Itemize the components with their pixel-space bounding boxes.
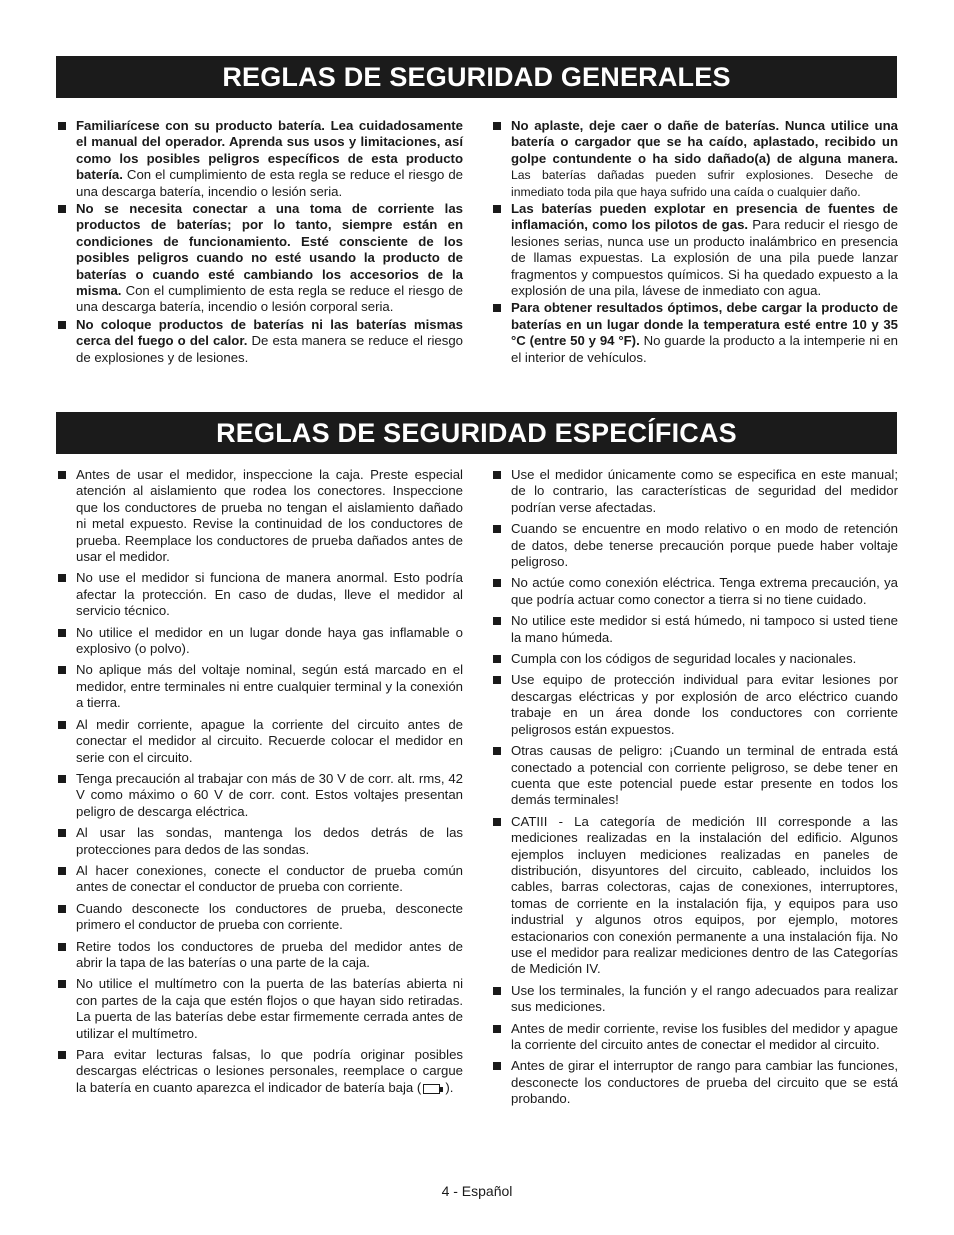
- rule-text: Para evitar lecturas falsas, lo que podría originar posibles descargas eléctricas o lesiones personales, reemplace o cargue la batería en cuanto aparezca el indicador de batería baja (: [76, 1047, 463, 1095]
- list-item: [56, 317, 463, 366]
- list-item: Al medir corriente, apague la corriente del circuito antes de conectar el medidor al circuito. Recuerde colocar el medidor en serie con el circuito.: [56, 717, 463, 766]
- rule-bold-text: Familiarícese con su producto batería. Lea cuidadosamente el manual del operador. Aprenda sus usos y limitaciones, así como los posibles peligros específicos de esta producto batería.: [76, 118, 463, 183]
- list-item: [491, 118, 898, 200]
- list-item: Antes de girar el interruptor de rango para cambiar las funciones, desconecte los conductores de prueba del circuito que se está probando.: [491, 1058, 898, 1107]
- list-item: CATIII - La categoría de medición III corresponde a las mediciones realizadas en la instalación del edificio. Algunos ejemplos incluyen mediciones realizadas en paneles de distribución, disyuntores del circuito, cableado, incluidos los cables, barras colectoras, cajas de conexiones, interruptores, tomas de corriente en la instalación fija, y equipos para uso industrial y algunos otros equipos, por ejemplo, motores estacionarios con conexión permanente a una instalación fija. No use el medidor para realizar mediciones dentro de las Categorías de Medición IV.: [491, 814, 898, 978]
- list-item: [56, 118, 463, 200]
- general-rules-banner: REGLAS DE SEGURIDAD GENERALES: [56, 56, 897, 98]
- specific-rules-right-column: [491, 467, 898, 1113]
- list-item: No utilice el medidor en un lugar donde haya gas inflamable o explosivo (o polvo).: [56, 625, 463, 658]
- list-item: [56, 1047, 463, 1096]
- list-item: No use el medidor si funciona de manera anormal. Esto podría afectar la protección. En caso de dudas, lleve el medidor al servicio técnico.: [56, 570, 463, 619]
- low-battery-icon: [423, 1084, 443, 1094]
- list-item: Antes de medir corriente, revise los fusibles del medidor y apague la corriente del circuito antes de conectar el medidor al circuito.: [491, 1021, 898, 1054]
- rule-bold-text: No se necesita conectar a una toma de corriente las productos de baterías; por lo tanto, siempre están en condiciones de funcionamiento. Esté consciente de los posibles peligros cuando no esté usando la producto de baterías o cuando esté cambiando los accesorios de la misma.: [76, 201, 463, 299]
- list-item: Otras causas de peligro: ¡Cuando un terminal de entrada está conectado a potencial con corriente peligroso, se debe tener en cuenta que este potencial puede estar presente en todos los demás terminales!: [491, 743, 898, 809]
- specific-rules-banner: REGLAS DE SEGURIDAD ESPECÍFICAS: [56, 412, 897, 454]
- rule-text: Para reducir el riesgo de lesiones serias, nunca use un producto inalámbrico en presencia de llamas expuestas. La explosión de una pila puede lanzar fragmentos y compuestos químicos. Si ha quedado expuesto a la explosión de una pila, lávese de inmediato con agua.: [511, 217, 898, 299]
- list-item: No utilice el multímetro con la puerta de las baterías abierta ni con partes de la caja que estén flojos o que hayan sido retiradas. La puerta de las baterías debe estar firmemente cerrada antes de utilizar el multímetro.: [56, 976, 463, 1042]
- rule-text-end: ).: [445, 1079, 454, 1095]
- rule-text: Con el cumplimiento de esta regla se reduce el riesgo de una descarga batería, incendio o lesión corporal seria.: [76, 283, 463, 315]
- list-item: No aplique más del voltaje nominal, según está marcado en el medidor, entre terminales ni entre cualquier terminal y la conexión a tierra.: [56, 662, 463, 711]
- list-item: Cuando desconecte los conductores de prueba, desconecte primero el conductor de prueba con corriente.: [56, 901, 463, 934]
- list-item: Retire todos los conductores de prueba del medidor antes de abrir la tapa de las baterías o una parte de la caja.: [56, 939, 463, 972]
- list-item: Use los terminales, la función y el rango adecuados para realizar sus mediciones.: [491, 983, 898, 1016]
- general-rules-left-column: [56, 118, 463, 367]
- rule-text: Con el cumplimiento de esta regla se reduce el riesgo de una descarga batería, incendio o lesión seria.: [76, 167, 463, 199]
- list-item: Al hacer conexiones, conecte el conductor de prueba común antes de conectar el conductor de prueba con corriente.: [56, 863, 463, 896]
- list-item: [56, 201, 463, 316]
- rule-bold-text: Las baterías pueden explotar en presencia de fuentes de inflamación, como los pilotos de gas.: [511, 201, 898, 233]
- list-item: Use equipo de protección individual para evitar lesiones por descargas eléctricas y por explosión de arco eléctrico cuando trabaje en un área donde los conductores con corriente peligrosos están expuestos.: [491, 672, 898, 738]
- general-rules-right-column: [491, 118, 898, 367]
- rule-text: Las baterías dañadas pueden sufrir explosiones. Deseche de inmediato toda pila que haya sufrido una caída o cualquier daño.: [511, 168, 898, 199]
- list-item: [491, 300, 898, 366]
- list-item: No actúe como conexión eléctrica. Tenga extrema precaución, ya que podría actuar como conector a tierra si no tiene cuidado.: [491, 575, 898, 608]
- list-item: Cuando se encuentre en modo relativo o en modo de retención de datos, debe tenerse precaución porque puede haber voltaje peligroso.: [491, 521, 898, 570]
- page-footer: 4 - Español: [441, 1183, 513, 1199]
- rule-bold-text: Para obtener resultados óptimos, debe cargar la producto de baterías en un lugar donde la temperatura esté entre 10 y 35 °C (entre 50 y 94 °F).: [511, 300, 898, 349]
- rule-text: No guarde la producto a la intemperie ni en el interior de vehículos.: [511, 333, 899, 365]
- list-item: Tenga precaución al trabajar con más de 30 V de corr. alt. rms, 42 V como máximo o 60 V de corr. cont. Estos voltajes presentan peligro de descarga eléctrica.: [56, 771, 463, 820]
- rule-bold-text: No aplaste, deje caer o dañe de baterías. Nunca utilice una batería o cargador que se ha caído, aplastado, recibido un golpe contundente o ha sido dañado(a) de alguna manera.: [511, 118, 898, 166]
- list-item: Cumpla con los códigos de seguridad locales y nacionales.: [491, 651, 898, 667]
- list-item: No utilice este medidor si está húmedo, ni tampoco si usted tiene la mano húmeda.: [491, 613, 898, 646]
- list-item: Antes de usar el medidor, inspeccione la caja. Preste especial atención al aislamiento que rodea los conectores. Inspeccione que los conductores de prueba no tengan el aislamiento dañado ni metal expuesto. Revise la continuidad de los conductores de prueba. Reemplace los conductores de prueba dañados antes de usar el medidor.: [56, 467, 463, 565]
- specific-rules-left-column: [56, 467, 463, 1101]
- list-item: Use el medidor únicamente como se especifica en este manual; de lo contrario, las características de seguridad del medidor podrían verse afectadas.: [491, 467, 898, 516]
- rule-text: De esta manera se reduce el riesgo de explosiones y de lesiones.: [76, 333, 463, 365]
- rule-bold-text: No coloque productos de baterías ni las baterías mismas cerca del fuego o del calor.: [76, 316, 463, 349]
- list-item: [491, 201, 898, 299]
- list-item: Al usar las sondas, mantenga los dedos detrás de las protecciones para dedos de las sondas.: [56, 825, 463, 858]
